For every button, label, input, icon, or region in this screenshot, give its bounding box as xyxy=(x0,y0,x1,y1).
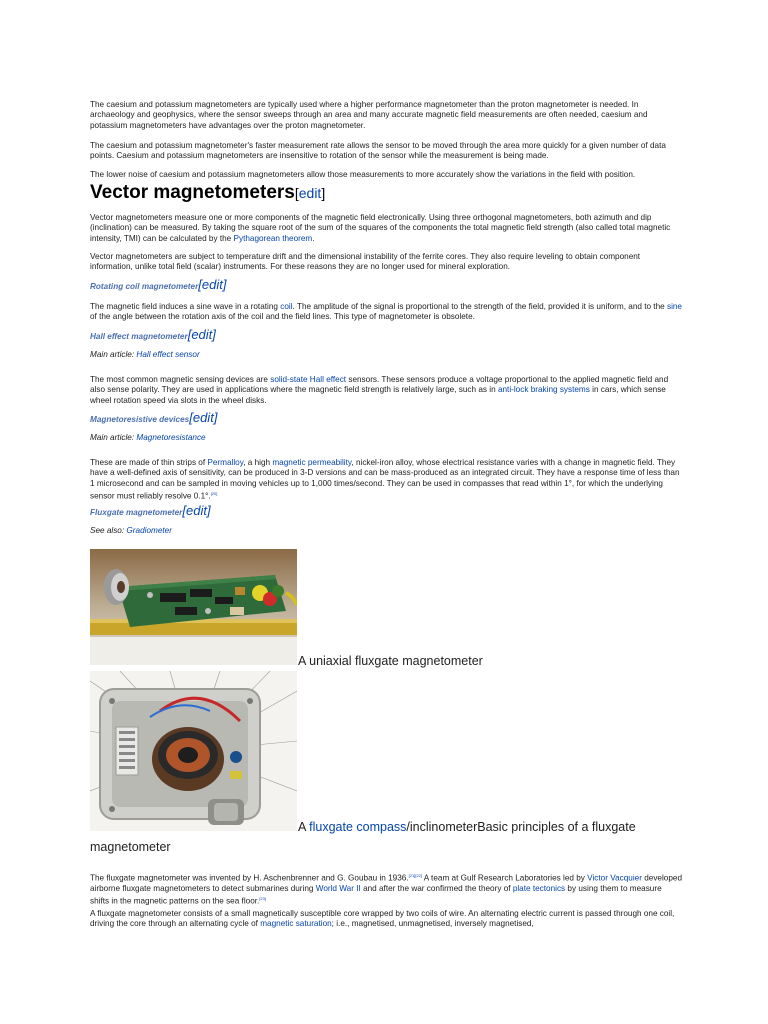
link-magnetic-permeability[interactable]: magnetic permeability xyxy=(272,458,352,467)
edit-link-rotating-coil[interactable]: edit xyxy=(201,277,223,292)
link-victor-vacquier[interactable]: Victor Vacquier xyxy=(587,873,642,883)
compass-enclosure-image xyxy=(90,671,297,831)
reference-21-22[interactable]: [21][22] xyxy=(408,873,422,878)
link-plate-tectonics[interactable]: plate tectonics xyxy=(512,884,566,894)
vector-paragraph-1: Vector magnetometers measure one or more components of the magnetic field electronically. Using three orthogonal magnetometers, both azimuth and dip (inclination) can be measured. By taking the square root of the sum of the squares of the components the total magnetic field strength (also called total magnetic intensity, TMI) can be calculated by the Pythagorean theorem. xyxy=(90,213,671,243)
reference-23[interactable]: [23] xyxy=(259,896,266,902)
edit-link-vector[interactable]: edit xyxy=(298,185,322,201)
caption-uniaxial-fluxgate: A uniaxial fluxgate magnetometer xyxy=(298,654,483,668)
link-solid-state-hall-effect[interactable]: solid-state Hall effect xyxy=(270,375,347,384)
caption-fluxgate-compass-continued: magnetometer xyxy=(90,840,171,854)
circuit-board-image xyxy=(90,549,297,665)
link-hall-effect-sensor[interactable]: Hall effect sensor xyxy=(136,350,200,359)
link-gradiometer[interactable]: Gradiometer xyxy=(126,526,172,535)
vector-paragraph-2: Vector magnetometers are subject to temperature drift and the dimensional instability of the ferrite cores. They also require leveling to obtain component information, unlike total field (scalar) instruments. For these reasons they are no longer used for mineral exploration. xyxy=(90,252,641,272)
caption-fluxgate-compass: A fluxgate compass/inclinometerBasic principles of a fluxgate xyxy=(298,820,636,834)
rotating-coil-paragraph: The magnetic field induces a sine wave in a rotating coil. The amplitude of the signal is proportional to the strength of the field, provided it is uniform, and to the sine of the angle between the rotation axis of the coil and the field lines. This type of magnetometer is obsolete. xyxy=(90,302,682,322)
fluxgate-heading: Fluxgate magnetometer[edit] xyxy=(90,503,211,518)
intro-paragraph-3: The lower noise of caesium and potassium magnetometers allow those measurements to more accurately show the variations in the field with position. xyxy=(90,170,636,179)
edit-link-wrapper: [edit] xyxy=(294,185,326,201)
link-magnetic-saturation[interactable]: magnetic saturation xyxy=(260,919,332,929)
hall-main-article-note: Main article: Hall effect sensor xyxy=(90,350,200,359)
edit-link-magnetoresistive[interactable]: edit xyxy=(192,410,214,425)
magnetoresistive-main-article-note: Main article: Magnetoresistance xyxy=(90,433,206,442)
link-fluxgate-compass[interactable]: fluxgate compass xyxy=(309,820,407,834)
link-world-war-ii[interactable]: World War II xyxy=(315,884,361,894)
reference-20[interactable]: [20] xyxy=(210,490,218,496)
hall-effect-paragraph: The most common magnetic sensing devices are solid-state Hall effect sensors. These sensors produce a voltage proportional to the applied magnetic field and also sense polarity. They are used in applications where the magnetic field strength is relatively large, such as in anti-lock braking systems in cars, which sense wheel rotation speed via slots in the wheel disks. xyxy=(90,375,669,405)
link-permalloy[interactable]: Permalloy xyxy=(207,458,244,467)
intro-paragraph-2: The caesium and potassium magnetometer's faster measurement rate allows the sensor to be moved through the area more quickly for a given number of data points. Caesium and potassium magnetometers are insensitive to rotation of the sensor while the measurement is being made. xyxy=(90,141,666,161)
fluxgate-paragraph-2: A fluxgate magnetometer consists of a small magnetically susceptible core wrapped by two coils of wire. An alternating electric current is passed through one coil, driving the core through an alternating cycle of magnetic saturation; i.e., magnetised, unmagnetised, inversely magnetised, xyxy=(90,909,675,929)
link-anti-lock-braking[interactable]: anti-lock braking systems xyxy=(497,385,590,395)
section-title: Vector magnetometers xyxy=(90,182,295,203)
edit-link-fluxgate[interactable]: edit xyxy=(185,503,207,518)
rotating-coil-heading: Rotating coil magnetometer[edit] xyxy=(90,277,227,292)
fluxgate-see-also-note: See also: Gradiometer xyxy=(90,526,172,535)
edit-link-hall-effect[interactable]: edit xyxy=(191,327,213,342)
fluxgate-paragraph-1: The fluxgate magnetometer was invented by H. Aschenbrenner and G. Goubau in 1936.[21][22] A team at Gulf Research Laboratories led by Victor Vacquier developed airborne fluxgate magnetometers to detect submarines during World War II and after the war confirmed the theory of plate tectonics by using them to measure shifts in the magnetic patterns on the sea floor.[23] xyxy=(90,873,682,907)
link-coil[interactable]: coil xyxy=(280,302,293,311)
hall-effect-heading: Hall effect magnetometer[edit] xyxy=(90,327,216,342)
link-pythagorean-theorem[interactable]: Pythagorean theorem xyxy=(233,233,313,243)
uniaxial-fluxgate-photo xyxy=(90,549,297,665)
vector-magnetometers-heading xyxy=(90,182,325,204)
link-sine[interactable]: sine xyxy=(666,302,682,311)
magnetoresistive-paragraph: These are made of thin strips of Permalloy, a high magnetic permeability, nickel-iron alloy, whose electrical resistance varies with a change in magnetic field. They have a well-defined axis of sensitivity, can be produced in 3-D versions and can be mass-produced as an integrated circuit. They have a response time of less than 1 microsecond and can be sampled in moving vehicles up to 1,000 times/second. They can be used in compasses that read within 1°, for which the underlying sensor must reliably resolve 0.1°.[20] xyxy=(90,458,680,501)
link-magnetoresistance[interactable]: Magnetoresistance xyxy=(136,433,206,442)
magnetoresistive-heading: Magnetoresistive devices[edit] xyxy=(90,410,218,425)
fluxgate-compass-photo xyxy=(90,671,297,831)
intro-paragraph-1: The caesium and potassium magnetometers are typically used where a higher performance magnetometer than the proton magnetometer is needed. In archaeology and geophysics, where the sensor sweeps through an area and many accurate magnetic field measurements are often needed, caesium and potassium magnetometers have advantages over the proton magnetometer. xyxy=(90,100,648,130)
